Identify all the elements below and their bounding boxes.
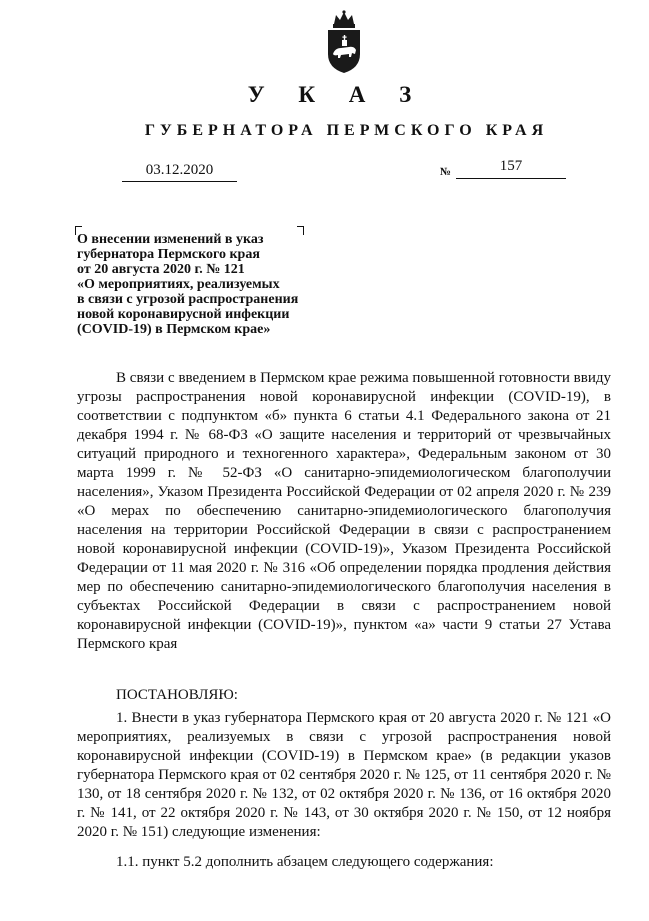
document-issuer: ГУБЕРНАТОРА ПЕРМСКОГО КРАЯ (144, 122, 549, 139)
document-subject (77, 232, 337, 337)
subject-line: «О мероприятиях, реализуемых (77, 277, 280, 292)
item-1-1-paragraph: 1.1. пункт 5.2 дополнить абзацем следующего содержания: (116, 854, 494, 870)
date-field (122, 160, 237, 182)
number-sign: № (440, 166, 452, 178)
subject-line: (COVID-19) в Пермском крае» (77, 322, 271, 337)
item-1-paragraph: 1. Внести в указ губернатора Пермского края от 20 августа 2020 г. № 121 «О мероприятиях, реализуемых в связи с угрозой распространения новой коронавирусной инфекции (COVID-19) в Пермском крае» (в редакции указов губернатора Пермского края от 02 сентября 2020 г. № 125, от 11 сентября 2020 г. № 130, от 18 сентября 2020 г. № 132, от 02 октября 2020 г. № 136, от 16 октября 2020 г. № 141, от 22 октября 2020 г. № 143, от 30 октября 2020 г. № 150, от 12 ноября 2020 г. № 151) следующие изменения: (77, 710, 611, 840)
document-title: У К А З (247, 82, 426, 107)
decree-word: ПОСТАНОВЛЯЮ: (116, 687, 238, 703)
subject-line: от 20 августа 2020 г. № 121 (77, 262, 245, 277)
document-number: 157 (499, 158, 523, 174)
subject-line: в связи с угрозой распространения (77, 292, 299, 307)
document-date: 03.12.2020 (145, 162, 214, 178)
coat-of-arms-emblem (322, 10, 366, 74)
preamble-paragraph: В связи с введением в Пермском крае режима повышенной готовности ввиду угрозы распространения новой коронавирусной инфекции (COVID-19), в соответствии с подпунктом «б» пункта 6 статьи 4.1 Федерального закона от 21 декабря 1994 г. № 68-ФЗ «О защите населения и территорий от чрезвычайных ситуаций природного и техногенного характера», Федеральным законом от 30 марта 1999 г. № 52-ФЗ «О санитарно-эпидемиологическом благополучии населения», Указом Президента Российской Федерации от 02 апреля 2020 г. № 239 «О мерах по обеспечению санитарно-эпидемиологического благополучия населения на территории Российской Федерации в связи с распространением новой коронавирусной инфекции (COVID-19)», Указом Президента Российской Федерации от 11 мая 2020 г. № 316 «Об определении порядка продления действия мер по обеспечению санитарно-эпидемиологического благополучия населения в субъектах Российской Федерации в связи с распространением новой коронавирусной инфекции (COVID-19)», пунктом «а» части 9 статьи 27 Устава Пермского края (77, 370, 611, 652)
number-line (456, 157, 566, 179)
subject-line: губернатора Пермского края (77, 247, 260, 262)
subject-line: О внесении изменений в указ (77, 232, 264, 247)
subject-line: новой коронавирусной инфекции (77, 307, 290, 322)
number-field (440, 157, 566, 181)
